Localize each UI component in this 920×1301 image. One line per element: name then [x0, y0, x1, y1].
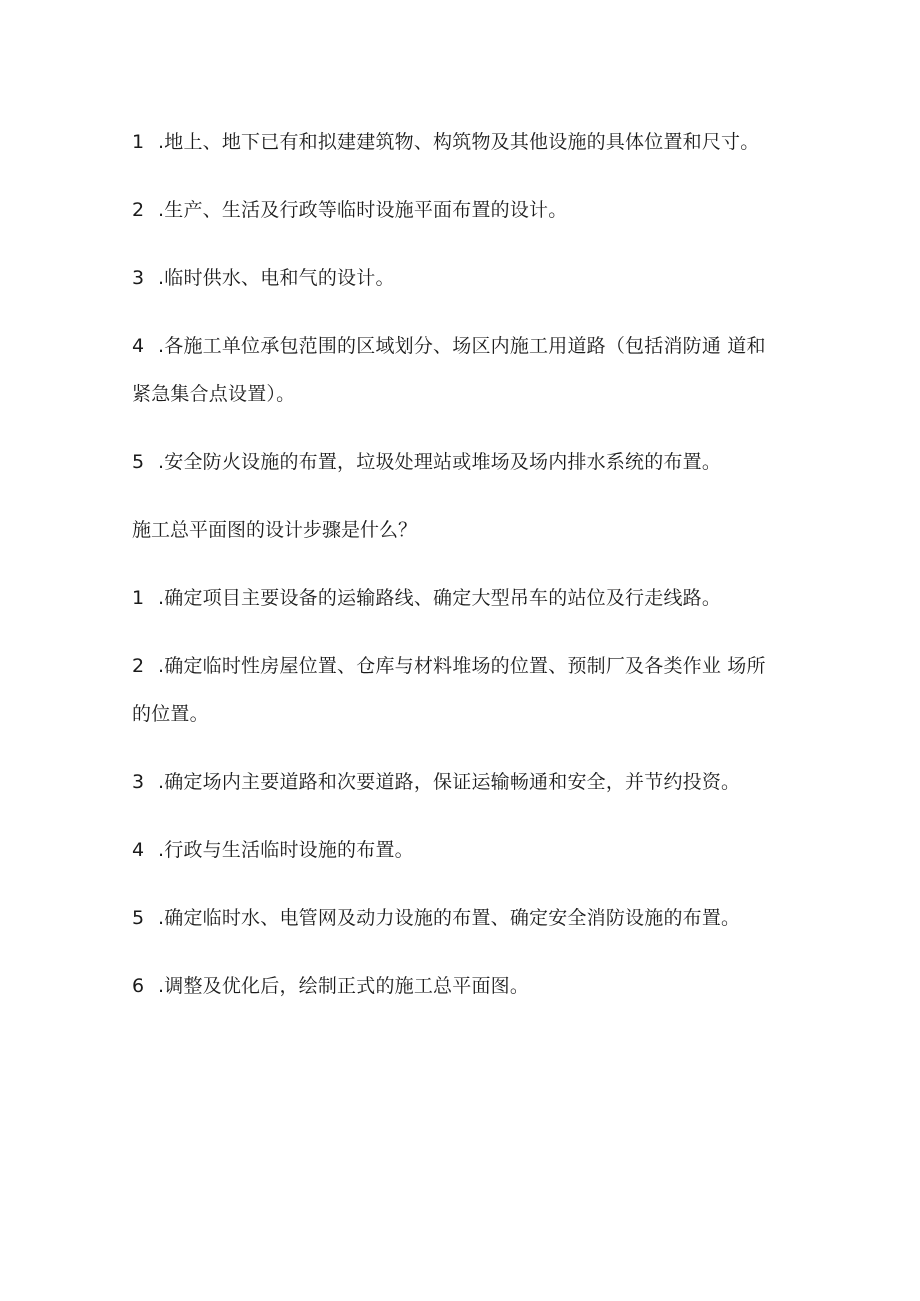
- list-item: [132, 962, 782, 1010]
- item-number: 4: [132, 839, 145, 861]
- item-text: .各施工单位承包范围的区域划分、场区内施工用道路（包括消防通 道和紧急集合点设置）。: [132, 335, 766, 405]
- list-item: [132, 574, 782, 622]
- item-text: .安全防火设施的布置，垃圾处理站或堆场及场内排水系统的布置。: [158, 451, 722, 473]
- item-number: 2: [132, 199, 145, 221]
- list-item: [132, 186, 782, 234]
- item-text: .临时供水、电和气的设计。: [158, 267, 395, 289]
- item-text: .确定项目主要设备的运输路线、确定大型吊车的站位及行走线路。: [158, 587, 722, 609]
- list-item: [132, 438, 782, 486]
- item-text: .行政与生活临时设施的布置。: [158, 839, 414, 861]
- list-item: [132, 322, 782, 418]
- item-text: .确定场内主要道路和次要道路，保证运输畅通和安全，并节约投资。: [158, 771, 741, 793]
- item-number: 5: [132, 907, 145, 929]
- list-item: [132, 642, 782, 738]
- item-number: 2: [132, 655, 145, 677]
- question-heading: 施工总平面图的设计步骤是什么？: [132, 519, 418, 541]
- document-body: [132, 118, 782, 1030]
- item-text: .生产、生活及行政等临时设施平面布置的设计。: [158, 199, 568, 221]
- item-number: 3: [132, 267, 145, 289]
- list-item: [132, 894, 782, 942]
- item-number: 6: [132, 975, 145, 997]
- list-item: [132, 826, 782, 874]
- item-text: .确定临时性房屋位置、仓库与材料堆场的位置、预制厂及各类作业 场所的位置。: [132, 655, 766, 725]
- list-item: [132, 118, 782, 166]
- item-number: 4: [132, 335, 145, 357]
- list-item: [132, 758, 782, 806]
- list-item: [132, 254, 782, 302]
- item-text: .确定临时水、电管网及动力设施的布置、确定安全消防设施的布置。: [158, 907, 741, 929]
- item-number: 1: [132, 587, 145, 609]
- item-number: 1: [132, 131, 145, 153]
- item-text: .地上、地下已有和拟建建筑物、构筑物及其他设施的具体位置和尺寸。: [158, 131, 760, 153]
- item-text: .调整及优化后，绘制正式的施工总平面图。: [158, 975, 530, 997]
- item-number: 3: [132, 771, 145, 793]
- item-number: 5: [132, 451, 145, 473]
